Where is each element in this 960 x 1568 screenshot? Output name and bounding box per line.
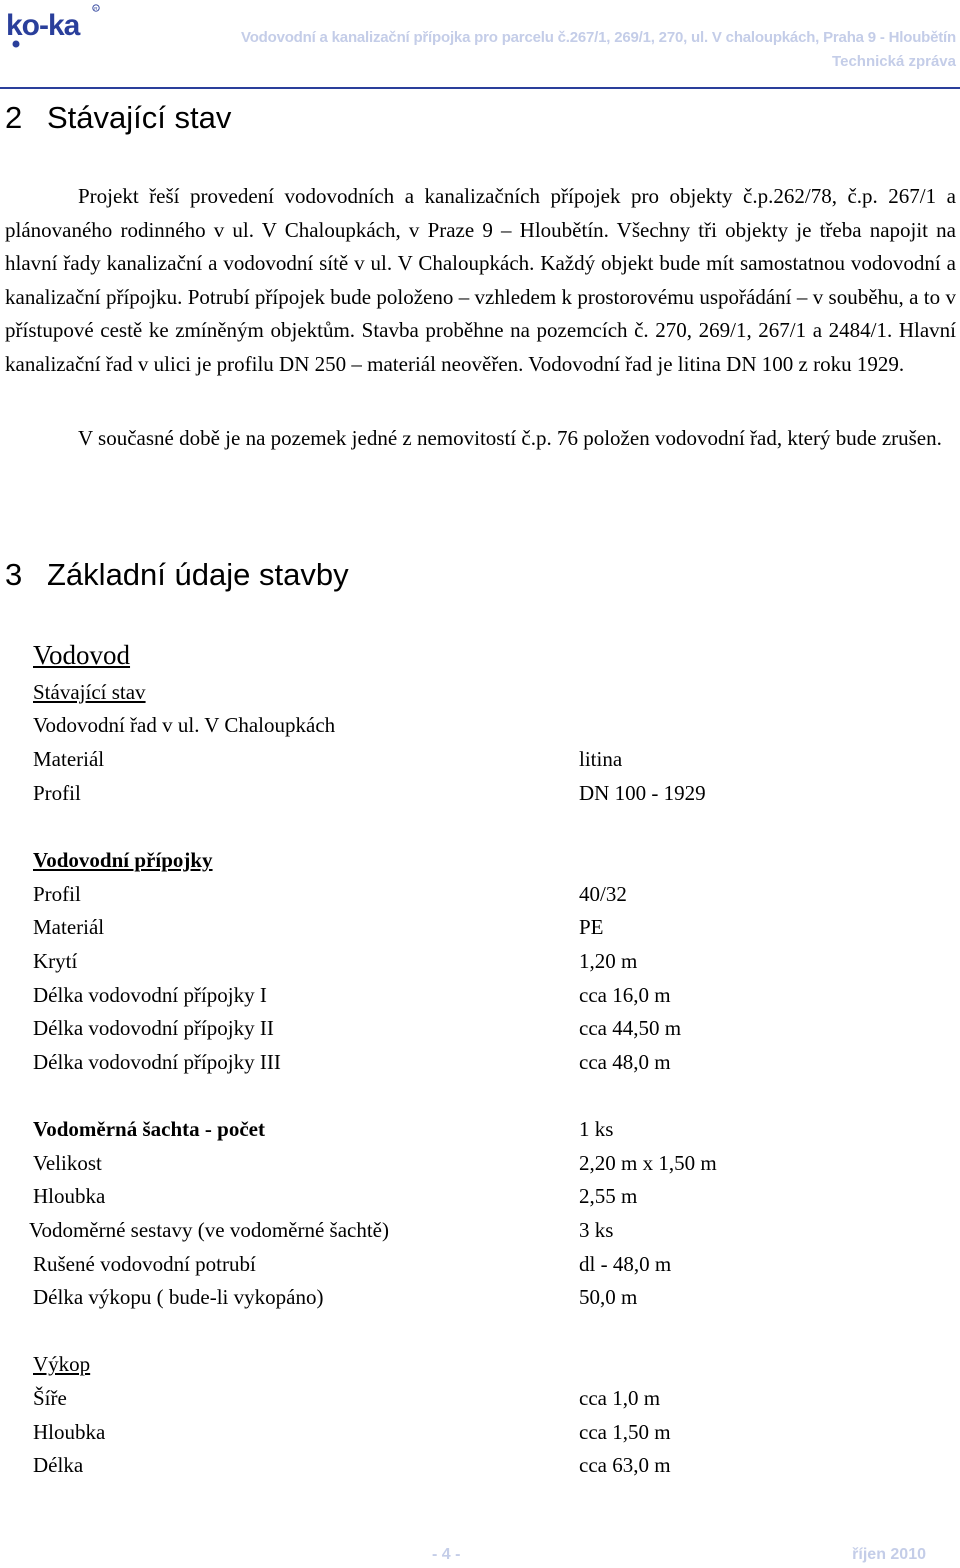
spec-label: Šíře xyxy=(33,1386,67,1410)
spec-value: cca 48,0 m xyxy=(579,1050,671,1074)
spec-row xyxy=(33,1285,638,1309)
spec-row xyxy=(33,1420,671,1444)
spec-label: Vodoměrné sestavy (ve vodoměrné šachtě) xyxy=(29,1218,389,1242)
spec-value: 2,20 m x 1,50 m xyxy=(579,1151,717,1175)
spec-row xyxy=(33,882,627,906)
spec-value: cca 44,50 m xyxy=(579,1016,682,1040)
stavajici-stav-line: Vodovodní řad v ul. V Chaloupkách xyxy=(33,713,336,737)
spec-label: Profil xyxy=(33,882,81,906)
spec-value: dl - 48,0 m xyxy=(579,1252,672,1276)
spec-label: Rušené vodovodní potrubí xyxy=(33,1252,256,1276)
spec-row xyxy=(33,1252,672,1276)
spec-value: cca 16,0 m xyxy=(579,983,671,1007)
spec-label: Hloubka xyxy=(33,1420,106,1444)
spec-row xyxy=(33,949,638,973)
document-title: Vodovodní a kanalizační přípojka pro parcelu č.267/1, 269/1, 270, ul. V chaloupkách, Praha 9 - Hloubětín xyxy=(241,29,956,46)
spec-label: Profil xyxy=(33,781,81,805)
spec-label: Krytí xyxy=(33,949,78,973)
section-2-heading xyxy=(5,100,231,136)
spec-row xyxy=(33,1016,682,1040)
spec-row xyxy=(29,1218,614,1242)
spec-value: cca 1,0 m xyxy=(579,1386,661,1410)
section-3-heading xyxy=(5,557,349,593)
spec-row xyxy=(33,1386,661,1410)
ko-ka-logo xyxy=(4,2,104,52)
page-number: - 4 - xyxy=(432,1546,461,1563)
section-number: 2 xyxy=(5,100,23,135)
spec-row xyxy=(33,915,604,939)
spec-row xyxy=(33,1453,671,1477)
section-title: Stávající stav xyxy=(47,100,232,135)
spec-label: Délka vodovodní přípojky I xyxy=(33,983,267,1007)
section-number: 3 xyxy=(5,557,23,592)
spec-row xyxy=(33,1117,614,1141)
spec-value: DN 100 - 1929 xyxy=(579,781,706,805)
spec-value: 40/32 xyxy=(579,882,627,906)
footer-date: říjen 2010 xyxy=(852,1546,926,1563)
section-2-paragraph-2: V současné době je na pozemek jedné z nemovitostí č.p. 76 položen vodovodní řad, který bude zrušen. xyxy=(78,426,942,450)
spec-value: cca 1,50 m xyxy=(579,1420,671,1444)
section-title: Základní údaje stavby xyxy=(47,557,349,592)
spec-row xyxy=(33,747,623,771)
svg-text:ko-ka: ko-ka xyxy=(6,9,80,42)
spec-label: Hloubka xyxy=(33,1184,106,1208)
spec-label: Velikost xyxy=(33,1151,102,1175)
spec-label: Délka vodovodní přípojky II xyxy=(33,1016,274,1040)
spec-label: Materiál xyxy=(33,747,105,771)
spec-row xyxy=(33,781,706,805)
spec-label: Vodoměrná šachta - počet xyxy=(33,1117,265,1141)
spec-label: Délka xyxy=(33,1453,84,1477)
stavajici-stav-heading: Stávající stav xyxy=(33,680,146,704)
section-2-paragraph-1: Projekt řeší provedení vodovodních a kanalizačních přípojek pro objekty č.p.262/78, č.p. 267/1 a plánovaného rodinného v ul. V Chaloupkách, v Praze 9 – Hloubětín. Všechny tři objekty je třeba napojit na hlavní řady kanalizační a vodovodní sítě v ul. V Chaloupkách. Každý objekt bude mít samostatnou vodovodní a kanalizační přípojku. Potrubí přípojek bude položeno – vzhledem k prostorovému uspořádání – v souběhu, a to v přístupové cestě ke zmíněným objektům. Stavba proběhne na pozemcích č. 270, 269/1, 267/1 a 2484/1. Hlavní kanalizační řad v ulici je profilu DN 250 – materiál neověřen. Vodovodní řad je litina DN 100 z roku 1929. xyxy=(5,184,956,376)
spec-label: Materiál xyxy=(33,915,105,939)
vodovod-heading: Vodovod xyxy=(33,640,131,670)
spec-value: PE xyxy=(579,915,604,939)
vodovodni-pripojky-heading: Vodovodní přípojky xyxy=(33,848,213,872)
vykop-heading: Výkop xyxy=(33,1352,91,1376)
spec-label: Délka vodovodní přípojky III xyxy=(33,1050,281,1074)
spec-value: 3 ks xyxy=(579,1218,614,1242)
page-header xyxy=(0,0,960,90)
svg-text:R: R xyxy=(94,6,98,11)
spec-row xyxy=(33,1151,717,1175)
spec-value: litina xyxy=(579,747,623,771)
spec-row xyxy=(33,1050,671,1074)
spec-row xyxy=(33,983,671,1007)
spec-value: 2,55 m xyxy=(579,1184,638,1208)
spec-value: 1,20 m xyxy=(579,949,638,973)
document-subtitle: Technická zpráva xyxy=(832,53,956,70)
header-rule xyxy=(0,86,960,90)
spec-value: 1 ks xyxy=(579,1117,614,1141)
spec-value: cca 63,0 m xyxy=(579,1453,671,1477)
spec-value: 50,0 m xyxy=(579,1285,638,1309)
spec-row xyxy=(33,1184,638,1208)
spec-label: Délka výkopu ( bude-li vykopáno) xyxy=(33,1285,324,1309)
